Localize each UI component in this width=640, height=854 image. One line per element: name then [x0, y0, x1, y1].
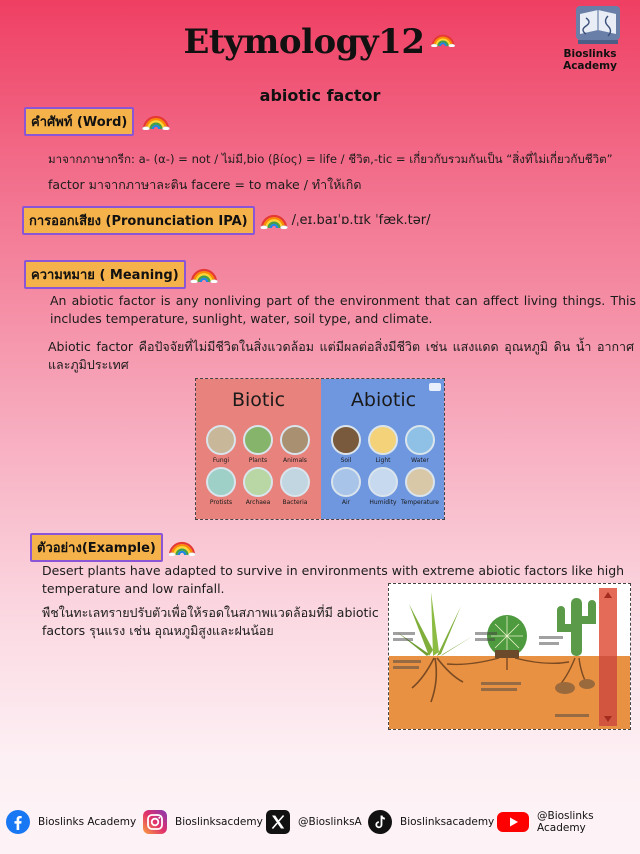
word-etymology-line1: มาจากภาษากรีก: a- (α-) = not / ไม่มี,bio (βίος) = life / ชีวิต,-tic = เกี่ยวกับรวมกันเป็น “สิ่งที่ไม่เกี่ยวกับชีวิต” — [48, 152, 613, 166]
desert-plants-illustration — [389, 584, 631, 730]
light-icon — [368, 425, 398, 455]
biotic-abiotic-figure — [195, 378, 445, 520]
meaning-thai: Abiotic factor คือปัจจัยที่ไม่มีชีวิตในสิ่งแวดล้อม แต่มีผลต่อสิ่งมีชีวิต เช่น แสงแดด อุณหภูมิ ดิน น้ำ อากาศ และภูมิประเทศ — [48, 339, 634, 372]
plants-icon — [243, 425, 273, 455]
word-etymology-line2: factor มาจากภาษาละติน facere = to make / ทำให้เกิด — [48, 177, 362, 192]
rainbow-icon — [430, 33, 456, 47]
tiktok-link[interactable] — [368, 808, 494, 836]
x-icon — [266, 810, 290, 834]
page-title-text: Etymology12 — [183, 22, 425, 62]
youtube-handle: @Bioslinks Academy — [537, 810, 594, 834]
facebook-icon — [6, 810, 30, 834]
biotic-label: Archaea — [245, 499, 271, 506]
youtube-link[interactable] — [497, 808, 640, 836]
tiktok-handle: Bioslinksacademy — [400, 816, 495, 828]
archaea-icon — [243, 467, 273, 497]
rainbow-icon — [142, 114, 170, 130]
biotic-label: Plants — [248, 457, 268, 464]
soil-icon — [331, 425, 361, 455]
temperature-icon — [405, 467, 435, 497]
instagram-icon — [143, 810, 167, 834]
cc-badge-icon — [429, 383, 441, 391]
ipa-transcription: /ˌeɪ.baɪˈɒ.tɪk ˈfæk.tər/ — [291, 212, 431, 228]
humidity-icon — [368, 467, 398, 497]
abiotic-label: Light — [375, 457, 391, 464]
meaning-english: An abiotic factor is any nonliving part of the environment that can affect living things. This includes temperature, sunlight, water, soil type, and climate. — [50, 293, 636, 326]
rainbow-icon — [168, 540, 196, 556]
biotic-half — [196, 379, 321, 520]
instagram-handle: Bioslinksacdemy — [175, 816, 263, 828]
biotic-label: Bacteria — [282, 499, 308, 506]
example-english: Desert plants have adapted to survive in environments with extreme abiotic factors like high temperature and low rainfall. — [42, 563, 625, 596]
biotic-label: Animals — [283, 457, 307, 464]
word-section-header — [24, 107, 170, 136]
abiotic-label: Temperature — [400, 499, 439, 506]
example-tag: ตัวอย่าง(Example) — [30, 533, 163, 562]
pronunciation-tag: การออกเสียง (Pronunciation IPA) — [22, 206, 255, 235]
facebook-link[interactable] — [6, 808, 136, 836]
page-subtitle: abiotic factor — [259, 86, 381, 105]
meaning-tag: ความหมาย ( Meaning) — [24, 260, 186, 289]
rainbow-icon — [190, 267, 218, 283]
abiotic-label: Air — [341, 499, 351, 506]
biotic-title: Biotic — [231, 389, 286, 411]
abiotic-title: Abiotic — [350, 389, 417, 411]
air-icon — [331, 467, 361, 497]
meaning-section-header — [24, 260, 218, 289]
youtube-icon — [497, 810, 529, 834]
example-section-header — [30, 533, 196, 562]
pronunciation-section-header — [22, 206, 430, 235]
fungi-icon — [206, 425, 236, 455]
abiotic-label: Water — [411, 457, 429, 464]
abiotic-half — [321, 379, 445, 520]
desert-plants-figure — [388, 583, 631, 730]
x-handle: @BioslinksA — [298, 816, 362, 828]
biotic-label: Fungi — [212, 457, 230, 464]
rainbow-icon — [260, 213, 288, 229]
abiotic-label: Soil — [340, 457, 352, 464]
word-tag: คำศัพท์ (Word) — [24, 107, 134, 136]
instagram-link[interactable] — [143, 808, 263, 836]
abiotic-label: Humidity — [369, 499, 397, 506]
example-thai: พืชในทะเลทรายปรับตัวเพื่อให้รอดในสภาพแวดล้อมที่มี abiotic factors รุนแรง เช่น อุณหภูมิสูงและฝนน้อย — [42, 605, 379, 638]
animals-icon — [280, 425, 310, 455]
protists-icon — [206, 467, 236, 497]
x-link[interactable] — [266, 808, 362, 836]
bioslinks-logo — [568, 4, 628, 48]
biotic-label: Protists — [209, 499, 233, 506]
facebook-handle: Bioslinks Academy — [38, 816, 137, 828]
water-icon — [405, 425, 435, 455]
tiktok-icon — [368, 810, 392, 834]
brand-name: Bioslinks Academy — [563, 48, 617, 72]
bacteria-icon — [280, 467, 310, 497]
